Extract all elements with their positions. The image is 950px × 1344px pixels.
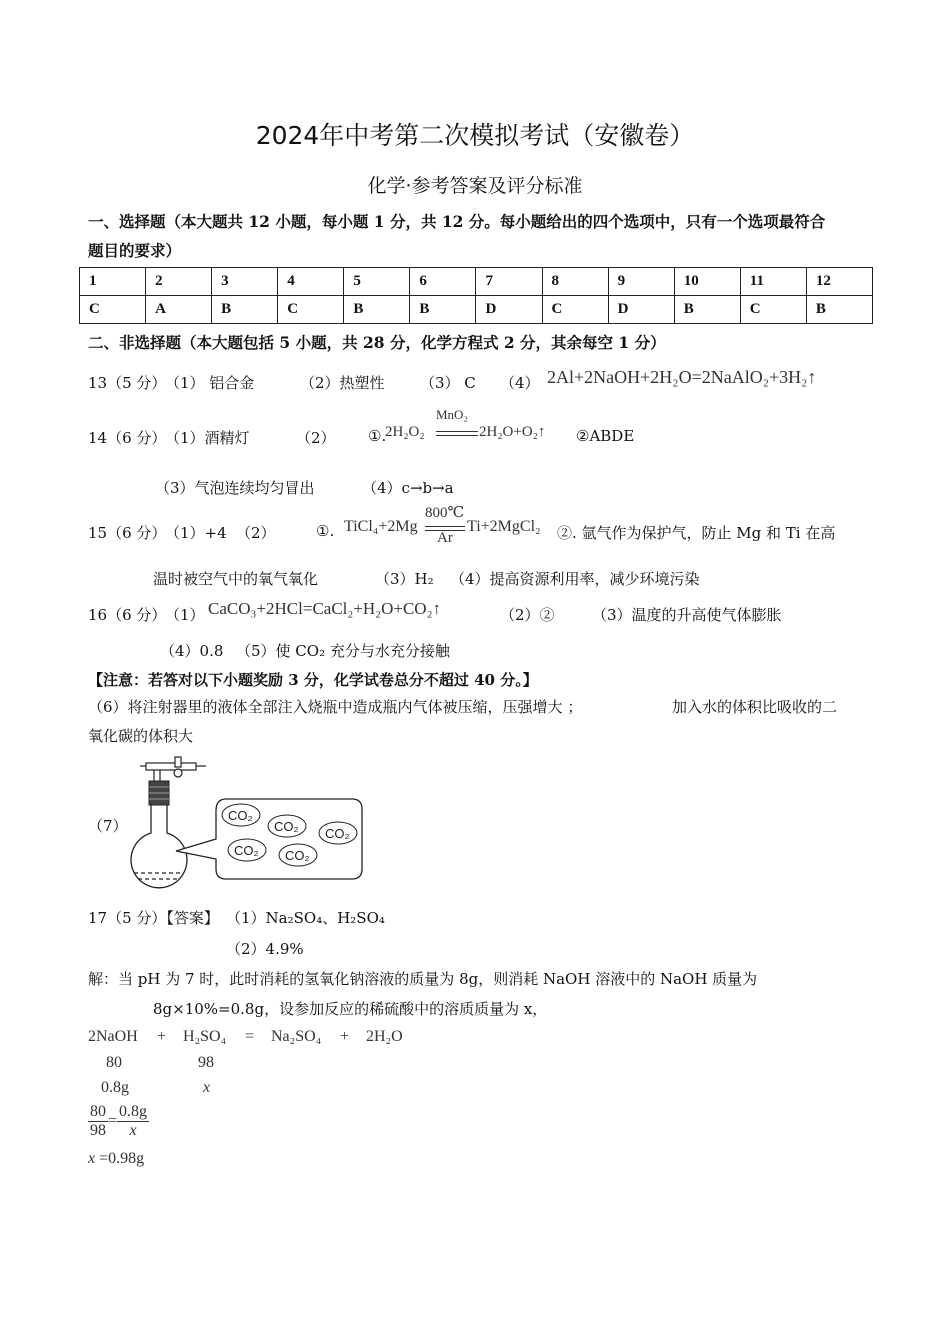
q17-part1: （1）Na₂SO₄、H₂SO₄ — [226, 909, 385, 927]
q17-solution-line1: 解：当 pH 为 7 时，此时消耗的氢氧化钠溶液的质量为 8g，则消耗 NaOH 溶液中的 NaOH 质量为 — [88, 970, 758, 988]
q15-circle1: ①. — [316, 522, 335, 540]
q14-circle1: ①. — [368, 427, 387, 445]
q17-solution-line2: 8g×10%=0.8g，设参加反应的稀硫酸中的溶质质量为 x， — [153, 1000, 548, 1018]
q16-label: 16（6 分） — [88, 606, 167, 624]
result-variable: x — [88, 1150, 96, 1167]
stopcock-icon — [140, 757, 206, 781]
co2-molecule-icon — [319, 822, 357, 844]
question-number: 4 — [278, 268, 344, 296]
q15-eq-condition-bottom: Ar — [437, 530, 453, 546]
calc-mass-naoh: 80 — [106, 1054, 122, 1071]
q14-part1: （1）酒精灯 — [165, 429, 250, 447]
q16-6-line1-cont: 加入水的体积比吸收的二 — [672, 698, 838, 716]
q16-part1: （1） — [165, 606, 205, 624]
question-number: 1 — [80, 268, 146, 296]
q17-label: 17（5 分）【答案】 — [88, 909, 219, 927]
q13-equation: 2Al+2NaOH+2H₂O=2NaAlO₂+3H₂↑ — [547, 367, 817, 387]
q14-circle2: ②ABDE — [576, 427, 635, 445]
calc-product-na2so4: Na₂SO₄ — [271, 1028, 322, 1045]
q15-part4: （4）提高资源利用率，减少环境污染 — [450, 570, 700, 588]
calc-plus-sign: + — [340, 1028, 350, 1045]
fraction-left — [88, 1103, 108, 1140]
q16-part4: （4）0.8 — [160, 642, 224, 660]
answer-cell: D — [608, 296, 674, 324]
q16-part2: （2）② — [500, 606, 555, 624]
calc-reactant-naoh: 2NaOH — [88, 1028, 138, 1045]
question-number: 12 — [806, 268, 872, 296]
question-number: 6 — [410, 268, 476, 296]
calc-equals-sign: = — [245, 1028, 255, 1045]
fraction-denominator: x — [129, 1122, 137, 1139]
question-number: 11 — [740, 268, 806, 296]
q16-equation: CaCO₃+2HCl=CaCl₂+H₂O+CO₂↑ — [208, 599, 442, 618]
q14-eq-condition: MnO₂ — [436, 407, 468, 422]
q16-6-line2: 氧化碳的体积大 — [88, 727, 194, 745]
answer-table — [79, 267, 873, 324]
calc-proportion — [88, 1103, 149, 1140]
co2-label: CO₂ — [234, 843, 259, 858]
q15-part2: （2） — [236, 524, 276, 542]
q17-part2: （2）4.9% — [226, 940, 304, 958]
co2-label: CO₂ — [228, 808, 253, 823]
flask-icon — [131, 805, 187, 888]
co2-molecule-icon — [222, 804, 260, 826]
answer-cell: C — [740, 296, 806, 324]
section2-heading: 二、非选择题（本大题包括 5 小题，共 28 分，化学方程式 2 分，其余每空 1 分） — [88, 333, 666, 352]
q16-part5: （5）使 CO₂ 充分与水充分接触 — [236, 642, 450, 660]
answer-cell: B — [410, 296, 476, 324]
q13-part1: （1） 铝合金 — [165, 374, 255, 392]
question-number: 2 — [146, 268, 212, 296]
table-row — [80, 296, 873, 324]
page-subtitle: 化学·参考答案及评分标准 — [367, 175, 583, 197]
fraction-right — [117, 1103, 149, 1140]
question-number: 9 — [608, 268, 674, 296]
answer-cell: C — [542, 296, 608, 324]
calc-result — [88, 1150, 144, 1168]
q14-part4: （4）c→b→a — [362, 479, 454, 497]
calc-reactant-h2so4: H₂SO₄ — [183, 1028, 227, 1045]
q16-7-label: （7） — [88, 817, 128, 835]
result-value: =0.98g — [99, 1150, 145, 1167]
section1-heading: 一、选择题（本大题共 12 小题，每小题 1 分，共 12 分。每小题给出的四个选项中，只有一个选项最符合 — [88, 212, 826, 231]
q13-part2: （2）热塑性 — [300, 374, 385, 392]
question-number: 5 — [344, 268, 410, 296]
calc-mass-h2so4: 98 — [198, 1054, 214, 1071]
q13-part4: （4） — [500, 374, 540, 392]
q15-eq-left: TiCl₄+2Mg — [344, 518, 418, 535]
question-number: 3 — [212, 268, 278, 296]
page-title: 2024年中考第二次模拟考试（安徽卷） — [255, 121, 695, 150]
answer-cell: C — [80, 296, 146, 324]
answer-cell: A — [146, 296, 212, 324]
co2-molecule-icon — [228, 839, 266, 861]
calc-given-mass: 0.8g — [101, 1079, 129, 1096]
q14-label: 14（6 分） — [88, 429, 167, 447]
q15-label: 15（6 分） — [88, 524, 167, 542]
fraction-numerator: 80 — [90, 1103, 106, 1120]
q15-eq-right: Ti+2MgCl₂ — [467, 518, 541, 535]
flask-diagram — [120, 755, 370, 895]
answer-cell: B — [674, 296, 740, 324]
fraction-denominator: 98 — [90, 1122, 106, 1139]
q14-eq-right: 2H₂O+O₂↑ — [479, 424, 546, 440]
question-number: 7 — [476, 268, 542, 296]
calc-plus-sign: + — [157, 1028, 167, 1045]
q14-part3: （3）气泡连续均匀冒出 — [155, 479, 315, 497]
co2-label: CO₂ — [285, 848, 310, 863]
co2-molecule-icon — [268, 815, 306, 837]
stopper-icon — [149, 781, 169, 805]
q14-eq-left: 2H₂O₂ — [385, 424, 425, 440]
question-number: 10 — [674, 268, 740, 296]
q14-eq-arrow — [436, 431, 478, 436]
co2-label: CO₂ — [274, 819, 299, 834]
table-row — [80, 268, 873, 296]
co2-molecule-icon — [279, 844, 317, 866]
q16-part3: （3）温度的升高使气体膨胀 — [592, 606, 782, 624]
fraction-numerator: 0.8g — [119, 1103, 148, 1120]
answer-cell: D — [476, 296, 542, 324]
answer-cell: B — [344, 296, 410, 324]
proportion-equals: = — [108, 1112, 118, 1130]
answer-cell: B — [806, 296, 872, 324]
calc-unknown: x — [203, 1079, 211, 1096]
bonus-note: 【注意：若答对以下小题奖励 3 分，化学试卷总分不超过 40 分。】 — [88, 671, 538, 689]
section1-heading-cont: 题目的要求） — [88, 241, 182, 260]
q13-label: 13（5 分） — [88, 374, 167, 392]
q15-eq-condition-top: 800℃ — [425, 505, 465, 521]
question-number: 8 — [542, 268, 608, 296]
q16-6-line1: （6）将注射器里的液体全部注入烧瓶中造成瓶内气体被压缩，压强增大 ； — [88, 698, 583, 716]
answer-cell: B — [212, 296, 278, 324]
calc-product-h2o: 2H₂O — [366, 1028, 403, 1045]
answer-cell: C — [278, 296, 344, 324]
q15-circle2: ②. 氩气作为保护气，防止 Mg 和 Ti 在高 — [557, 524, 836, 542]
q15-part1: （1）+4 — [165, 524, 227, 542]
q15-part3: （3）H₂ — [375, 570, 434, 588]
q13-part3: （3） C — [420, 374, 476, 392]
co2-label: CO₂ — [325, 826, 350, 841]
q15-continuation: 温时被空气中的氧气氧化 — [153, 570, 319, 588]
q14-part2: （2） — [296, 429, 336, 447]
